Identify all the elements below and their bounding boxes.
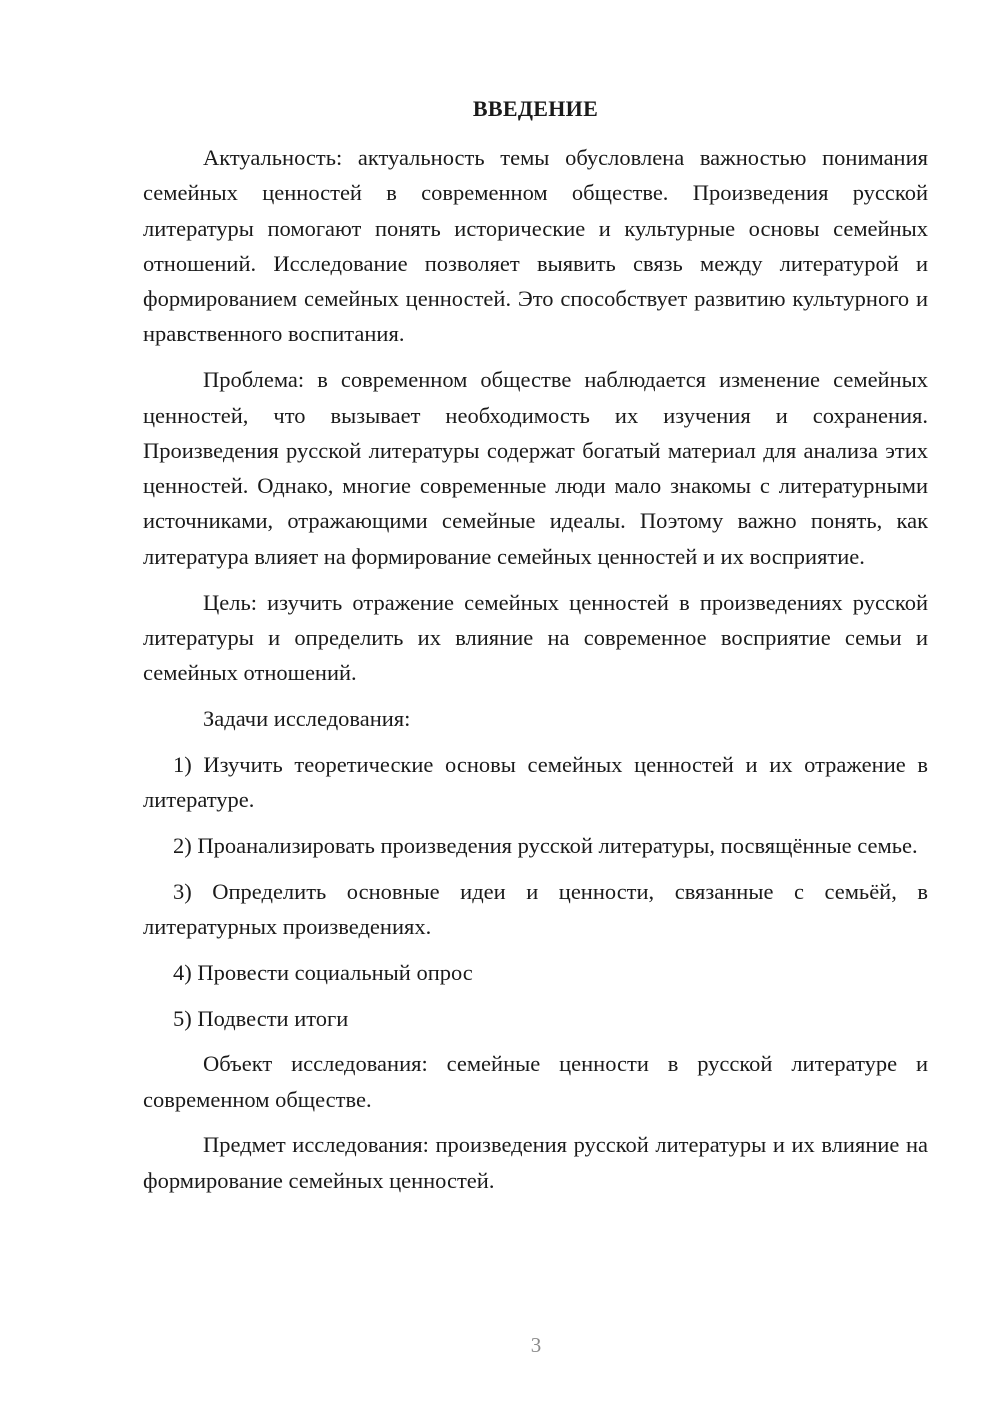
task-item-2: 2) Проанализировать произведения русской литературы, посвящённые семье. bbox=[173, 832, 918, 858]
task-item-5: 5) Подвести итоги bbox=[173, 1005, 349, 1031]
document-body bbox=[143, 140, 928, 1198]
page-number: 3 bbox=[530, 1333, 542, 1357]
goal-paragraph: Цель: изучить отражение семейных ценностей в произведениях русской литературы и определить их влияние на современное восприятие семьи и семейных отношений. bbox=[143, 589, 928, 686]
object-paragraph: Объект исследования: семейные ценности в русской литературе и современном обществе. bbox=[143, 1051, 928, 1112]
section-title: ВВЕДЕНИЕ bbox=[472, 96, 599, 121]
task-item-1: 1) Изучить теоретические основы семейных ценностей и их отражение в литературе. bbox=[143, 751, 928, 813]
tasks-heading: Задачи исследования: bbox=[203, 705, 411, 731]
problem-paragraph: Проблема: в современном обществе наблюдается изменение семейных ценностей, что вызывает необходимость их изучения и сохранения. Произведения русской литературы содержат богатый материал для анализа этих ценностей. Однако, многие современные люди мало знакомы с литературными источниками, отражающими семейные идеалы. Поэтому важно понять, как литература влияет на формирование семейных ценностей и их восприятие. bbox=[143, 367, 928, 569]
task-item-3: 3) Определить основные идеи и ценности, связанные с семьёй, в литературных произведениях. bbox=[143, 878, 928, 939]
subject-paragraph: Предмет исследования: произведения русской литературы и их влияние на формирование семейных ценностей. bbox=[143, 1132, 928, 1193]
relevance-paragraph: Актуальность: актуальность темы обусловлена важностью понимания семейных ценностей в современном обществе. Произведения русской литературы помогают понять исторические и культурные основы семейных отношений. Исследование позволяет выявить связь между литературой и формированием семейных ценностей. Это способствует развитию культурного и нравственного воспитания. bbox=[143, 145, 928, 347]
task-item-4: 4) Провести социальный опрос bbox=[173, 959, 473, 985]
